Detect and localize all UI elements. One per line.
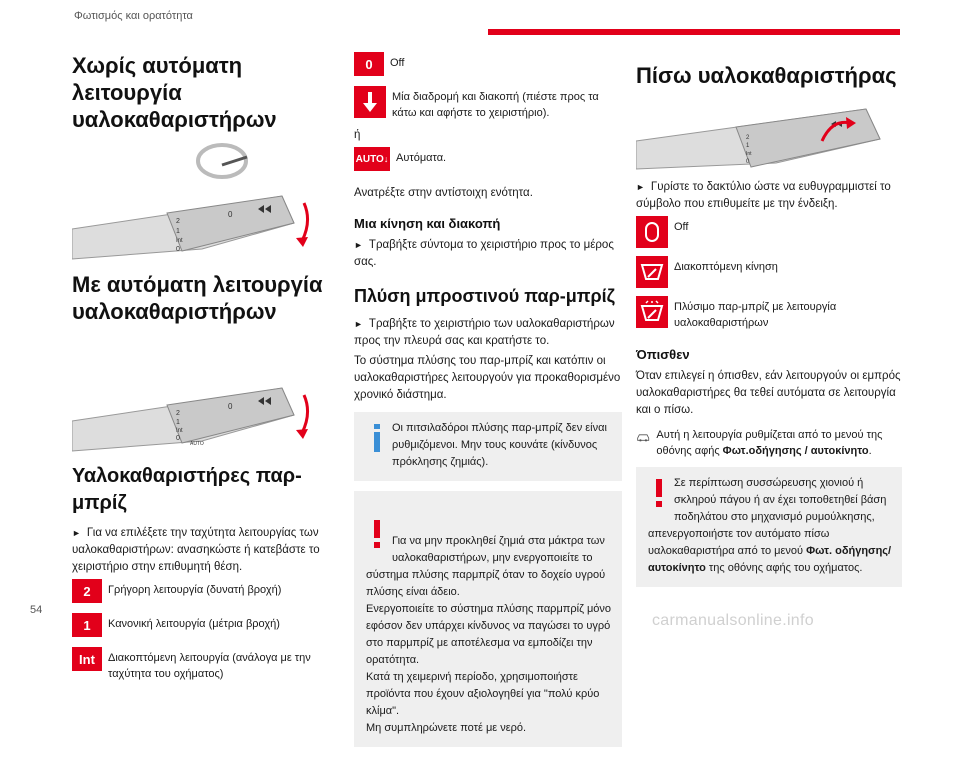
column-3 — [636, 52, 902, 597]
speed-item-normal: 1 Κανονική λειτουργία (μέτρια βροχή) — [72, 613, 324, 637]
svg-text:2: 2 — [746, 135, 750, 141]
badge-auto: AUTO ↓ — [354, 147, 390, 171]
speed-item-fast: 2 Γρήγορη λειτουργία (δυνατή βροχή) — [72, 579, 324, 603]
arrow-down-icon — [354, 86, 386, 118]
mode-single: Μία διαδρομή και διακοπή (πιέστε προς τα κάτω και αφήστε το χειριστήριο). — [354, 86, 622, 121]
heading-single-wipe: Μια κίνηση και διακοπή — [354, 216, 501, 231]
rear-wiper-icon — [636, 256, 668, 288]
section-accent-bar — [488, 29, 900, 35]
warning-icon — [648, 475, 670, 511]
heading-reverse: Όπισθεν — [636, 347, 690, 362]
single-wipe-text: ► Τραβήξτε σύντομα το χειριστήριο προς το μέρος σας. — [354, 237, 622, 271]
svg-text:1: 1 — [746, 143, 750, 149]
front-wipers-text: ► Για να επιλέξετε την ταχύτητα λειτουργίας των υαλοκαθαριστήρων: ανασηκώστε ή κατεβάστε το χειριστήριο στην επιθυμητή θέση. — [72, 525, 324, 576]
svg-text:0: 0 — [746, 159, 750, 165]
watermark: carmanualsonline.info — [652, 612, 814, 629]
heading-front-wipers: Υαλοκαθαριστήρες παρ-μπρίζ — [72, 465, 302, 514]
badge-2: 2 — [72, 579, 102, 603]
rear-off-icon — [636, 216, 668, 248]
stalk2-label-2: 2 — [176, 410, 180, 417]
stalk2-label-0: 0 — [176, 435, 180, 442]
washer-text-2: Το σύστημα πλύσης του παρ-μπρίζ και κατόπιν οι υαλοκαθαριστήρες λειτουργούν για προκαθορισμένο χρονικό διάστημα. — [354, 355, 621, 401]
mode-off: 0 Off — [354, 52, 622, 76]
heading-washer: Πλύση μπροστινού παρ-μπρίζ — [354, 286, 615, 306]
info-icon — [366, 420, 388, 456]
or-text: ή — [354, 129, 361, 141]
reverse-text: Όταν επιλεγεί η όπισθεν, εάν λειτουργούν οι εμπρός υαλοκαθαριστήρες θα τεθεί αυτόματα σε λειτουργία και ο πίσω. — [636, 370, 901, 416]
stalk-label-0: 0 — [176, 246, 180, 253]
rear-wiper-text: ► Γυρίστε το δακτύλιο ώστε να ευθυγραμμιστεί το σύμβολο που επιθυμείτε με την ένδειξη. — [636, 179, 902, 213]
wiper-stalk-figure-1 — [72, 141, 302, 261]
section-title: Φωτισμός και ορατότητα — [74, 10, 193, 22]
rear-mode-wash: Πλύσιμο παρ-μπρίζ με λειτουργία υαλοκαθαριστήρων — [636, 296, 902, 331]
heading-rear-wiper: Πίσω υαλοκαθαριστήρας — [636, 63, 897, 88]
rear-washer-icon — [636, 296, 668, 328]
stalk-label-2: 2 — [176, 218, 180, 225]
rear-warning-note: Σε περίπτωση συσσώρευσης χιονιού ή σκληρού πάγου ή αν έχει τοποθετηθεί βάση ποδηλάτου στο μηχανισμό ρυμούλκησης, απενεργοποιήστε τον αυτόματο πίσω υαλοκαθαριστήρα από το μενού Φωτ. οδήγησης/ αυτοκίνητο της οθόνης αφής του οχήματος. — [636, 467, 902, 587]
rear-mode-off: Off — [636, 216, 902, 248]
refer-text: Ανατρέξτε στην αντίστοιχη ενότητα. — [354, 187, 533, 199]
warning-note: Για να μην προκληθεί ζημιά στα μάκτρα των υαλοκαθαριστήρων, μην ενεργοποιείτε το σύστημα πλύσης παρμπρίζ όταν το δοχείο υγρού πλύσης είναι άδειο. Ενεργοποιείτε το σύστημα πλύσης παρμπρίζ μόνο εφόσον δεν υπάρχει κίνδυνος να παγώσει το υγρό στο παρμπρίζ με αποτέλεσμα να εμποδίζει την ορατότητα. Κατά τη χειμερινή περίοδο, χρησιμοποιήστε προϊόντα που έχουν αξιολογηθεί για "πολύ κρύο κλίμα". Μη συμπληρώνετε ποτέ με νερό. — [354, 491, 622, 747]
rear-mode-intermittent: Διακοπτόμενη κίνηση — [636, 256, 902, 288]
info-note: Οι πιτσιλαδόροι πλύσης παρ-μπρίζ δεν είναι ρυθμιζόμενοι. Μην τους κουνάτε (κίνδυνος πρόκλησης ζημιάς). — [354, 412, 622, 481]
svg-text:0: 0 — [228, 402, 233, 411]
column-2 — [354, 52, 622, 757]
speed-item-intermittent: Int Διακοπτόμενη λειτουργία (ανάλογα με την ταχύτητα του οχήματος) — [72, 647, 324, 682]
stalk-label-int: Int — [176, 238, 183, 244]
badge-int: Int — [72, 647, 102, 671]
mode-auto: AUTO ↓ Αυτόματα. — [354, 147, 622, 171]
svg-text:Int: Int — [746, 151, 752, 157]
warning-icon — [366, 516, 388, 552]
washer-text: ► Τραβήξτε το χειριστήριο των υαλοκαθαριστήρων προς την πλευρά σας και κρατήστε το. — [354, 316, 622, 350]
stalk2-label-int: Int — [176, 428, 183, 434]
wiper-stalk-figure-2 — [72, 333, 302, 453]
svg-text:0: 0 — [228, 210, 233, 219]
rear-wiper-stalk-figure — [636, 101, 866, 171]
page-number: 54 — [30, 604, 43, 616]
car-icon — [636, 427, 650, 447]
badge-0: 0 — [354, 52, 384, 76]
column-1 — [72, 52, 324, 688]
heading-no-auto: Χωρίς αυτόματη λειτουργία υαλοκαθαριστήρων — [72, 53, 277, 132]
stalk2-label-1: 1 — [176, 419, 180, 426]
car-settings-note: Αυτή η λειτουργία ρυθμίζεται από το μενού της οθόνης αφής Φωτ.οδήγησης / αυτοκίνητο. — [636, 427, 902, 459]
heading-with-auto: Με αυτόματη λειτουργία υαλοκαθαριστήρων — [72, 272, 323, 324]
badge-1: 1 — [72, 613, 102, 637]
stalk-label-1: 1 — [176, 228, 180, 235]
stalk2-label-auto: AUTO — [190, 441, 204, 447]
